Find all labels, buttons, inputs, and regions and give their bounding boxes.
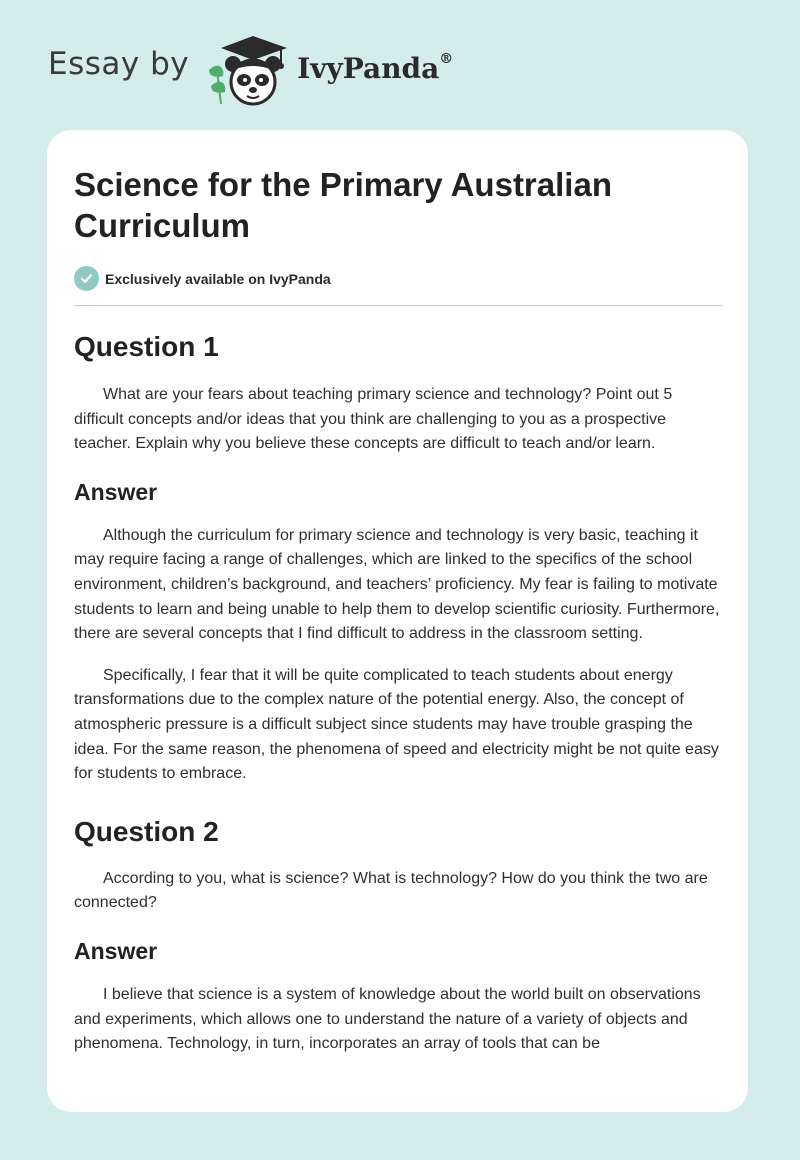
answer-paragraph: Specifically, I fear that it will be quite complicated to teach students about energy transformations due to the complex nature of the potential energy. Also, the concept of atmospheric pressure is a difficult subject since students may have trouble grasping the idea. For the same reason, the phenomena of speed and electricity might be not quite easy for students to embrace. bbox=[74, 666, 719, 783]
brand-label: IvyPanda bbox=[297, 51, 440, 85]
question-heading: Question 1 bbox=[74, 331, 219, 362]
brand-name[interactable] bbox=[297, 52, 453, 85]
answer-heading: Answer bbox=[74, 937, 158, 964]
exclusive-badge bbox=[74, 266, 722, 291]
essay-by-label: Essay by bbox=[48, 46, 190, 82]
answer-paragraph: Although the curriculum for primary science and technology is very basic, teaching it may require facing a range of challenges, which are linked to the specifics of the school environment, children’s background, and teachers’ proficiency. My fear is failing to motivate students to learn and being unable to help them to develop scientific curiosity. Furthermore, there are several concepts that I find difficult to address in the classroom setting. bbox=[74, 526, 720, 643]
exclusive-label: Exclusively available on IvyPanda bbox=[105, 270, 331, 287]
site-header bbox=[48, 30, 508, 110]
divider bbox=[74, 305, 722, 306]
answer-paragraph: I believe that science is a system of knowledge about the world built on observations and experiments, which allows one to understand the nature of a variety of objects and phenomena. Technology, in turn, incorporates an array of tools that can be bbox=[74, 985, 701, 1053]
question-text: What are your fears about teaching primary science and technology? Point out 5 difficult concepts and/or ideas that you think are challenging to you as a prospective teacher. Explain why you believe these concepts are difficult to teach and/or learn. bbox=[74, 386, 673, 453]
check-icon bbox=[74, 266, 99, 291]
essay-card bbox=[47, 130, 748, 1112]
answer-heading: Answer bbox=[74, 478, 158, 505]
question-heading: Question 2 bbox=[74, 815, 219, 847]
essay-title: Science for the Primary Australian Curriculum bbox=[74, 166, 612, 244]
question-text: According to you, what is science? What is technology? How do you think the two are connected? bbox=[74, 869, 708, 912]
registered-mark: ® bbox=[439, 51, 454, 68]
panda-logo-icon[interactable] bbox=[203, 30, 295, 110]
